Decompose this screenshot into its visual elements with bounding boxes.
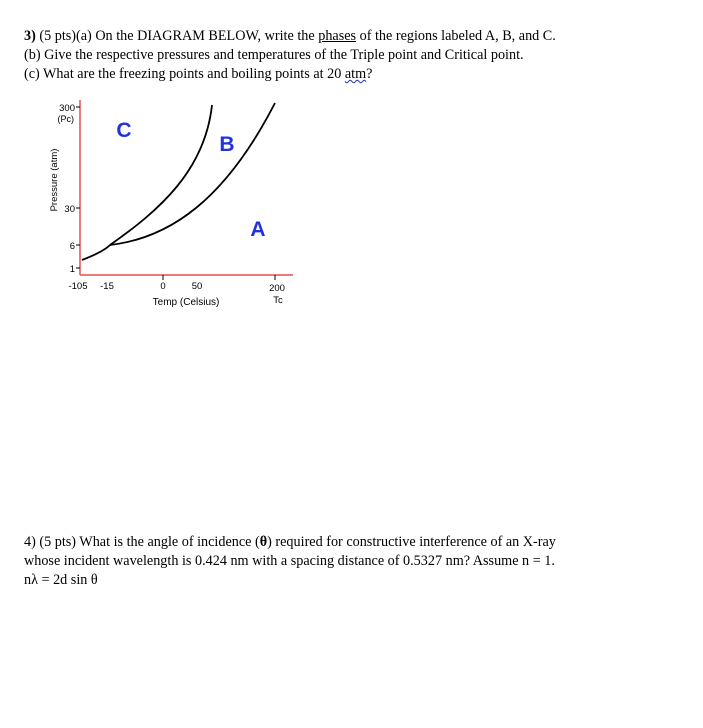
y-tick-pc: (Pc) [57,114,74,124]
y-axis-label: Pressure (atm) [49,148,60,212]
sublimation-curve [82,245,110,260]
question-3-text-a: (5 pts)(a) On the DIAGRAM BELOW, write the [39,28,319,44]
region-label-b: B [219,133,235,156]
bragg-equation: nλ = 2d sin θ [24,572,98,588]
x-axis-label: Temp (Celsius) [152,297,220,308]
region-label-a: A [250,218,266,241]
y-tick-1: 1 [69,264,75,275]
question-3-text-b: of the regions labeled A, B, and C. [356,28,556,44]
question-3-text-d: ? [366,66,373,82]
region-label-c: C [116,119,132,142]
x-tick--15: -15 [100,281,114,292]
question-4-text-a: 4) (5 pts) What is the angle of incidence ( [24,534,260,550]
x-tick-0: 0 [160,281,166,292]
question-4-line-2: whose incident wavelength is 0.424 nm with a spacing distance of 0.5327 nm? Assume n = 1. [24,553,555,569]
y-tick-300: 300 [59,103,75,114]
theta-symbol: θ [259,534,268,550]
phases-underlined: phases [318,28,357,44]
question-3-number: 3) [24,28,36,44]
x-tick-200: 200 [269,283,285,294]
question-3-text-c: (c) What are the freezing points and boiling points at 20 [24,66,345,82]
question-4-line-1 [24,533,684,552]
x-tick-50: 50 [191,281,203,292]
atm-spellcheck: atm [344,66,367,82]
question-3-line-2: (b) Give the respective pressures and temperatures of the Triple point and Critical point. [24,47,524,63]
y-tick-6: 6 [69,241,75,252]
x-tick--105: -105 [68,281,88,292]
y-tick-30: 30 [64,204,75,215]
question-4 [24,533,684,590]
x-tick-tc: Tc [273,295,283,306]
question-4-text-b: ) required for constructive interference of an X-ray [267,534,556,550]
